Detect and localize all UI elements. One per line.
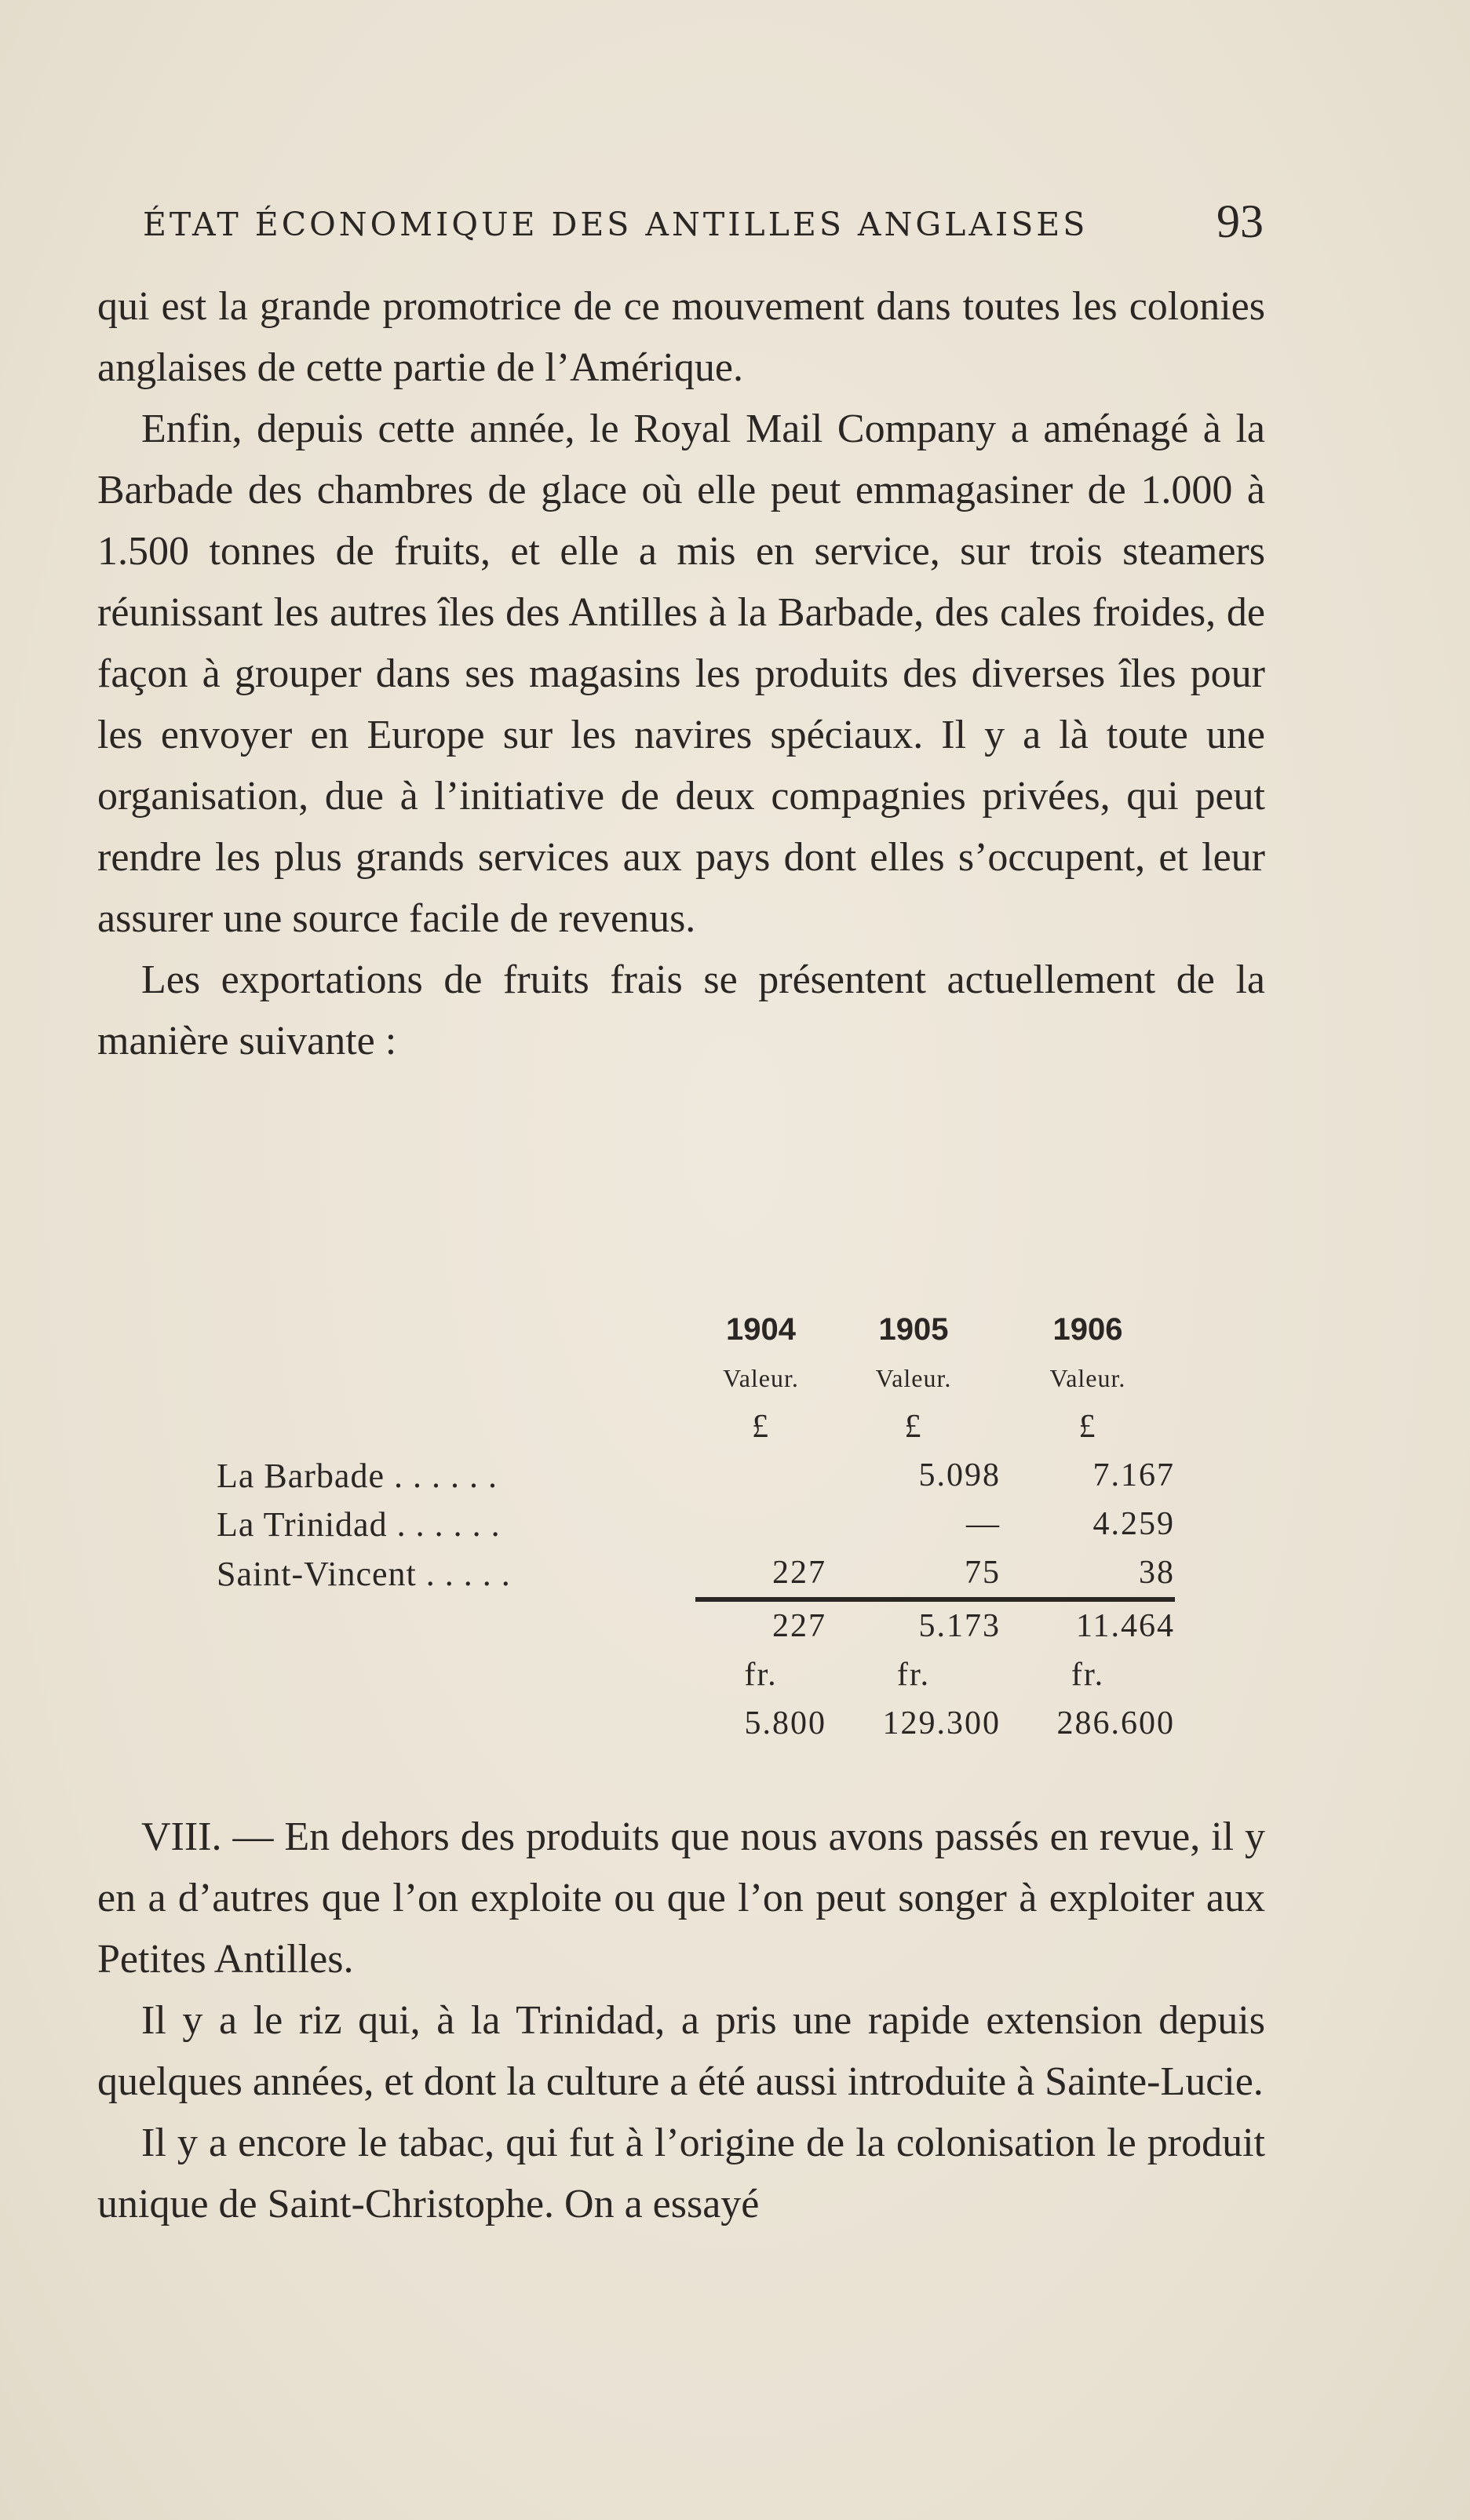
fruit-exports-table xyxy=(217,1305,1175,1748)
currency-symbol: £ xyxy=(1078,1409,1097,1445)
francs-value: 286.600 xyxy=(1056,1705,1175,1741)
paragraph: Les exportations de fruits frais se présentent actuellement de la manière suivante : xyxy=(97,957,1265,1063)
text-block-bottom xyxy=(97,1807,1265,2235)
francs-value: 129.300 xyxy=(882,1705,1001,1741)
cell-value xyxy=(695,1451,826,1500)
currency-symbol: £ xyxy=(904,1409,923,1445)
running-title: ÉTAT ÉCONOMIQUE DES ANTILLES ANGLAISES xyxy=(143,206,1089,243)
cell-value: 7.167 xyxy=(1092,1457,1175,1493)
table-row xyxy=(217,1451,1175,1500)
paragraph: Il y a encore le tabac, qui fut à l’origine de la colonisation le produit unique de Saint-Christophe. On a essayé xyxy=(97,2121,1265,2226)
year-header: 1906 xyxy=(1052,1311,1123,1347)
cell-value xyxy=(695,1500,826,1548)
table-header-value xyxy=(217,1354,1175,1402)
paragraph: qui est la grande promotrice de ce mouvement dans toutes les colonies anglaises de cette partie de l’Amérique. xyxy=(97,284,1265,390)
francs-unit: fr. xyxy=(1071,1657,1105,1693)
table-row xyxy=(217,1548,1175,1599)
cell-value: 38 xyxy=(1001,1548,1175,1599)
cell-value: 75 xyxy=(826,1548,1001,1599)
text-block-top xyxy=(97,276,1265,1072)
cell-value: — xyxy=(966,1506,1001,1542)
paragraph: Enfin, depuis cette année, le Royal Mail Company a aménagé à la Barbade des chambres de glace où elle peut emmagasiner de 1.000 à 1.500 tonnes de fruits, et elle a mis en service, sur trois steamers réunissant les autres îles des Antilles à la Barbade, des cales froides, de façon à grouper dans ses magasins les produits des diverses îles pour les envoyer en Europe sur les navires spéciaux. Il y a là toute une organisation, due à l’initiative de deux compagnies privées, qui peut rendre les plus grands services aux pays dont elles s’occupent, et leur assurer une source facile de revenus. xyxy=(97,407,1265,941)
currency-symbol: £ xyxy=(752,1409,770,1445)
cell-value: 227 xyxy=(695,1548,826,1599)
total-value: 227 xyxy=(772,1608,826,1644)
value-label: Valeur. xyxy=(1049,1363,1126,1392)
table-header-years xyxy=(217,1305,1175,1354)
row-label: Saint-Vincent . . . . . xyxy=(217,1555,511,1593)
value-label: Valeur. xyxy=(723,1363,799,1392)
row-label: La Barbade . . . . . . xyxy=(217,1456,498,1495)
table-header-currency xyxy=(217,1402,1175,1451)
value-label: Valeur. xyxy=(875,1363,952,1392)
paragraph: VIII. — En dehors des produits que nous avons passés en revue, il y en a d’autres que l’on exploite ou que l’on peut songer à exploiter aux Petites Antilles. xyxy=(97,1814,1265,1982)
table-row xyxy=(217,1500,1175,1548)
year-header: 1905 xyxy=(878,1311,949,1347)
cell-value: 4.259 xyxy=(1092,1506,1175,1542)
table-corner xyxy=(217,1305,695,1354)
cell-value: 5.098 xyxy=(918,1457,1001,1493)
francs-unit: fr. xyxy=(744,1657,778,1693)
page-header xyxy=(143,195,1264,250)
paragraph: Il y a le riz qui, à la Trinidad, a pris une rapide extension depuis quelques années, et dont la culture a été aussi introduite à Sainte-Lucie. xyxy=(97,1998,1265,2104)
year-header: 1904 xyxy=(726,1311,796,1347)
total-value: 5.173 xyxy=(918,1608,1001,1644)
francs-unit-row xyxy=(217,1650,1175,1699)
page-number: 93 xyxy=(1216,195,1264,247)
total-value: 11.464 xyxy=(1076,1608,1175,1644)
francs-unit: fr. xyxy=(896,1657,931,1693)
totals-row xyxy=(217,1599,1175,1650)
francs-row xyxy=(217,1699,1175,1748)
row-label: La Trinidad . . . . . . xyxy=(217,1504,501,1544)
francs-value: 5.800 xyxy=(744,1705,826,1741)
